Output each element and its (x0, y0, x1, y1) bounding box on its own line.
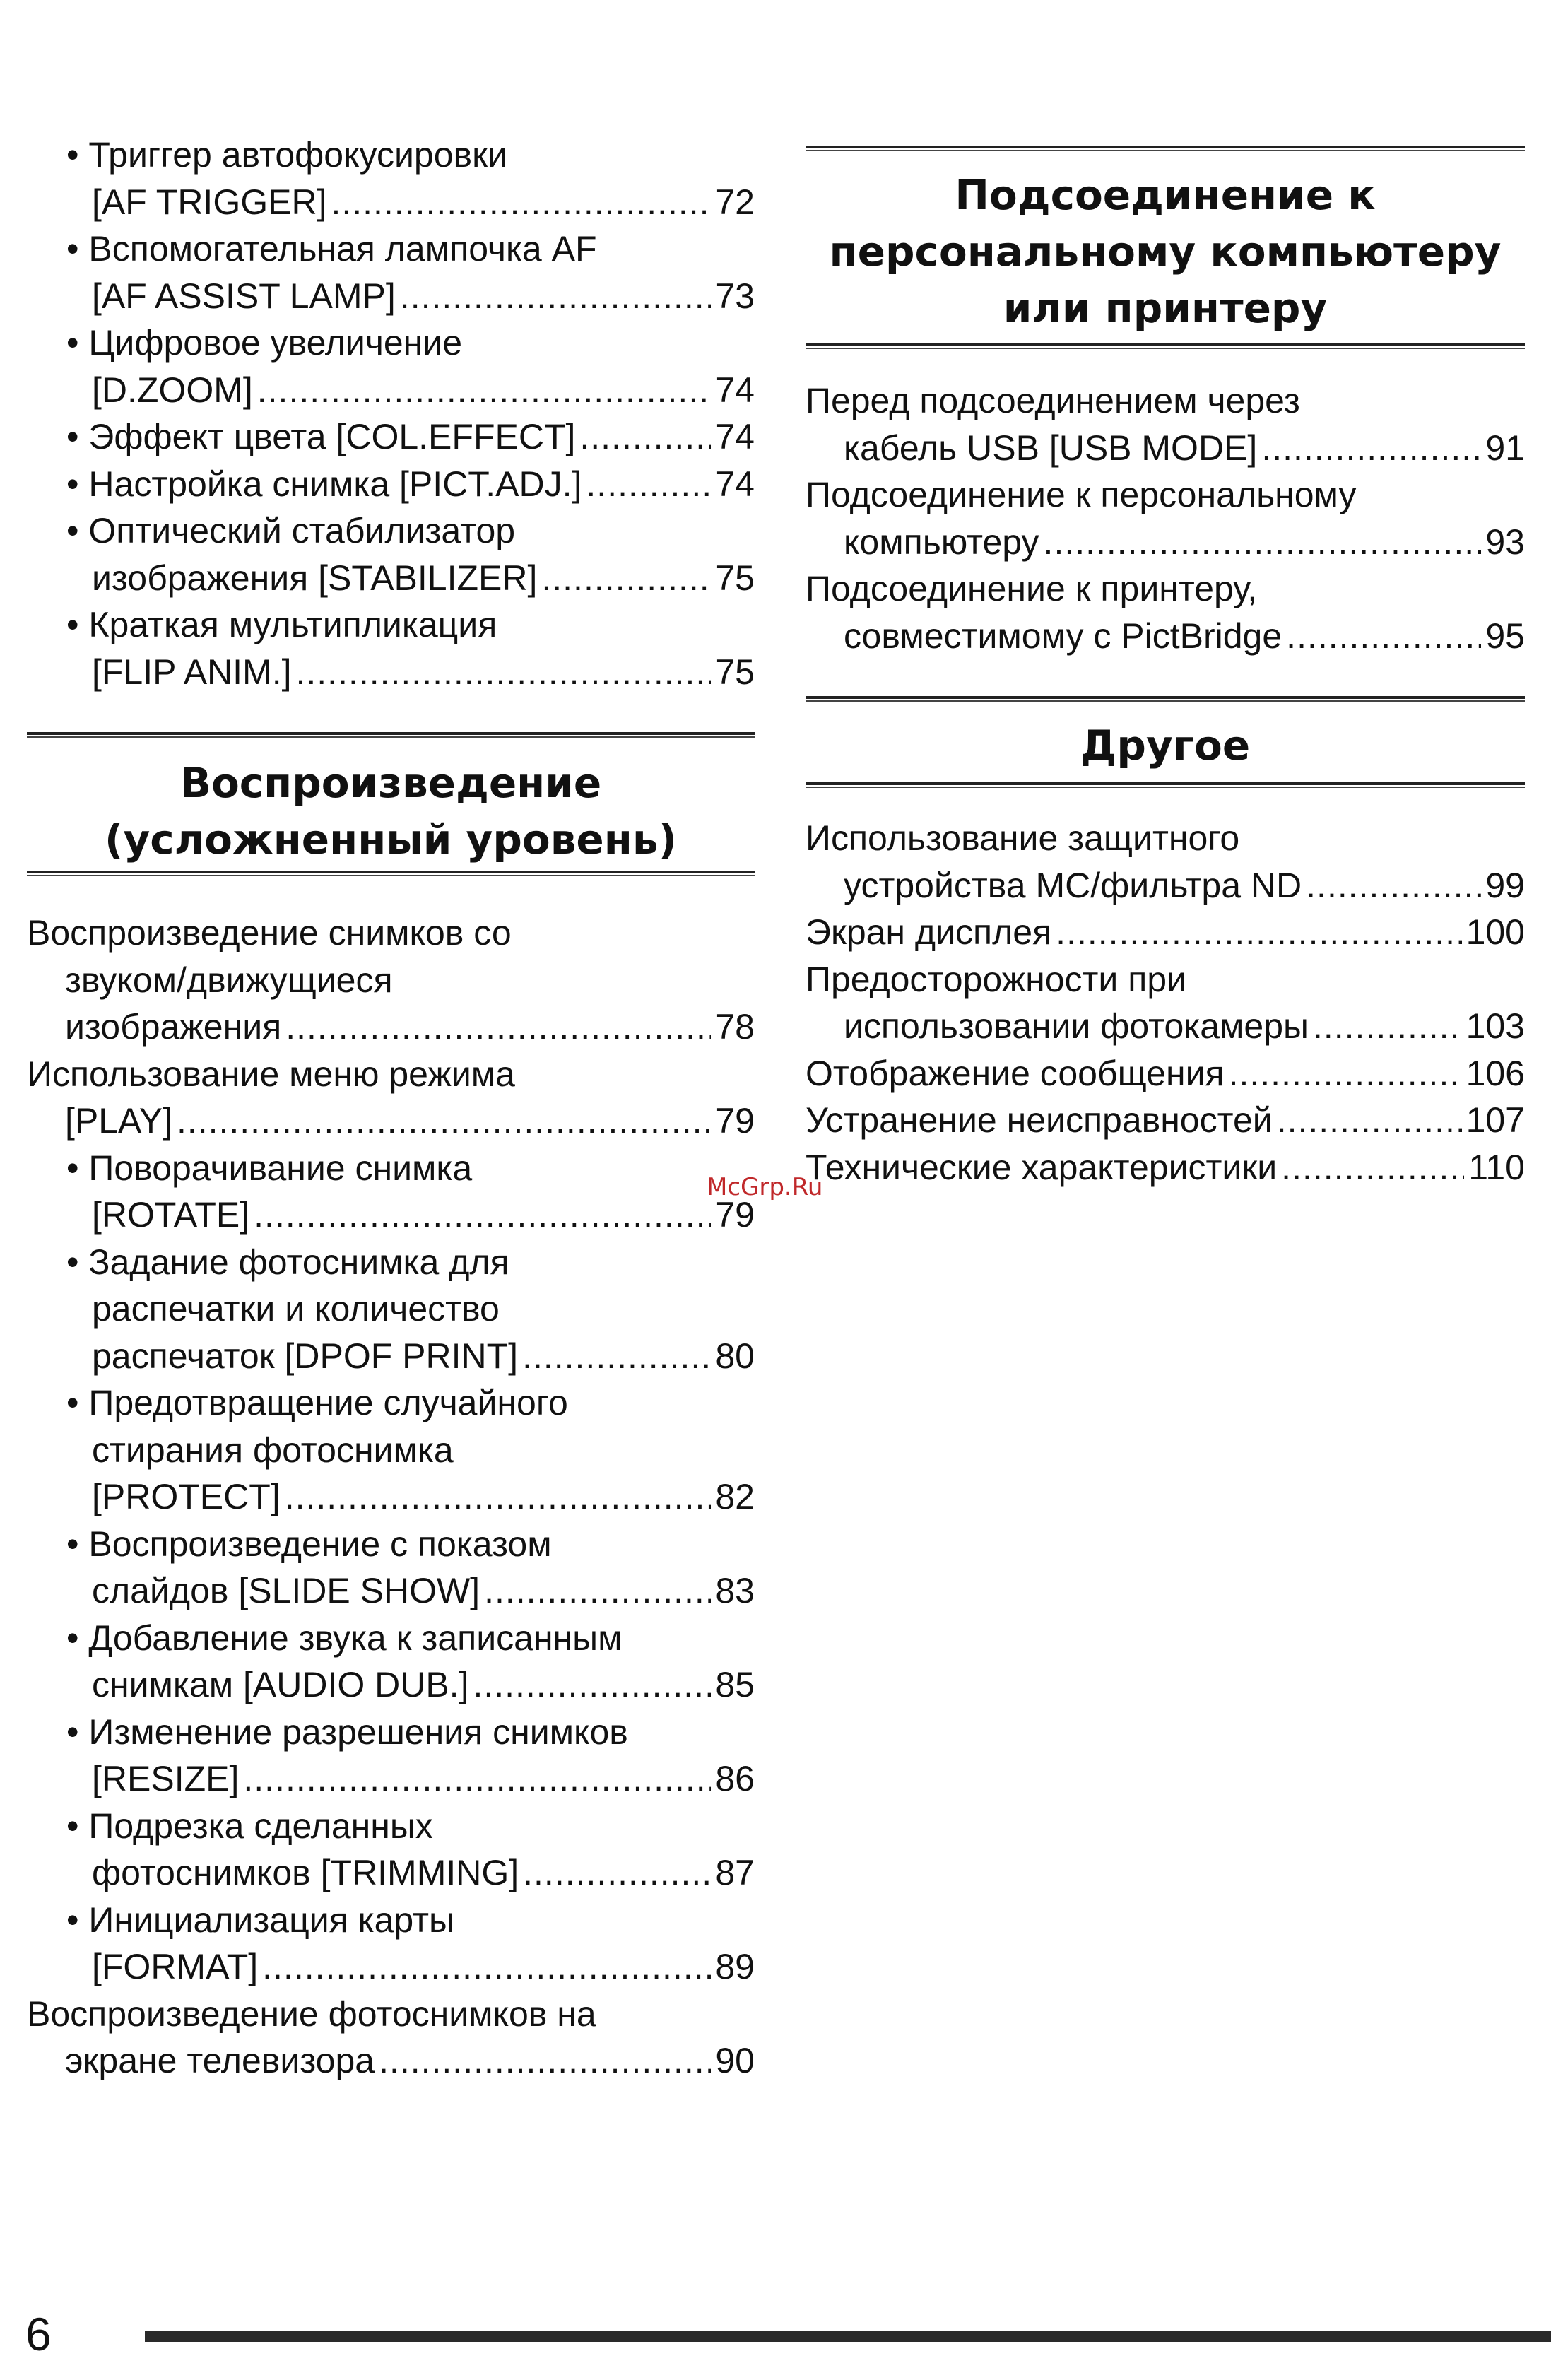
toc-entry-text: [PLAY] (65, 1101, 172, 1141)
toc-entry-page-number: 75 (715, 558, 755, 598)
toc-entry-last-line (806, 909, 1525, 956)
section-title-line: персональному компьютеру (829, 228, 1502, 276)
dot-leader (177, 1097, 711, 1145)
toc-entry-page-number: 90 (715, 2041, 755, 2080)
toc-entry-page-number: 93 (1485, 522, 1525, 562)
dot-leader (1286, 613, 1481, 660)
toc-entry-title-line: Перед подсоединением через (806, 381, 1300, 420)
section-title-other (806, 717, 1525, 774)
toc-entry-title-line: Подсоединение к персональному (806, 475, 1357, 514)
toc-entry (27, 225, 755, 319)
toc-entry-title-line: • Инициализация карты (66, 1899, 454, 1940)
toc-entry-text: экране телевизора (65, 2041, 375, 2080)
toc-entry-last-line (27, 1755, 755, 1803)
toc-entry-page-number: 85 (715, 1665, 755, 1704)
toc-entry-title-line: • Добавление звука к записанным (66, 1618, 623, 1658)
toc-entry-last-line (27, 367, 755, 414)
dot-leader (262, 1943, 711, 1991)
toc-entry-text: [RESIZE] (92, 1759, 240, 1798)
page-number: 6 (25, 2308, 52, 2360)
toc-entry (27, 131, 755, 225)
toc-entry-last-line (27, 1943, 755, 1991)
toc-entry-last-line (27, 1003, 755, 1051)
toc-entry-last-line (27, 461, 755, 508)
toc-entry-page-number: 80 (715, 1336, 755, 1376)
toc-entry-text: кабель USB [USB MODE] (844, 428, 1258, 468)
dot-leader (243, 1755, 711, 1803)
toc-entry (27, 1521, 755, 1615)
toc-entry-last-line (27, 1097, 755, 1145)
toc-entry (806, 1050, 1525, 1097)
toc-entry-page-number: 106 (1466, 1053, 1525, 1093)
watermark-text: McGrp.Ru (707, 1173, 823, 1201)
toc-entry-last-line (806, 519, 1525, 566)
dot-leader (522, 1333, 711, 1380)
toc-entry-last-line (27, 1473, 755, 1521)
toc-entry-page-number: 87 (715, 1853, 755, 1892)
toc-entry (27, 319, 755, 413)
toc-entry-title-line: • Цифровое увеличение (66, 323, 463, 363)
toc-entry-last-line (806, 1144, 1525, 1191)
toc-entry-title-line: • Подрезка сделанных (66, 1805, 433, 1846)
toc-list-other (806, 815, 1525, 1191)
toc-entry-text: • Настройка снимка [PICT.ADJ.] (66, 464, 582, 504)
toc-entry-text: • Эффект цвета [COL.EFFECT] (66, 417, 576, 456)
toc-entry-last-line (27, 1661, 755, 1709)
toc-entry-title-line: • Оптический стабилизатор (66, 511, 516, 550)
toc-entry-page-number: 72 (715, 182, 755, 222)
toc-entry (27, 1239, 755, 1380)
dot-leader (257, 367, 712, 414)
toc-entry-title-line: Использование защитного (806, 818, 1240, 858)
toc-entry-page-number: 74 (715, 417, 755, 456)
toc-entry-text: снимкам [AUDIO DUB.] (92, 1665, 469, 1704)
section-title-line: (усложненный уровень) (104, 815, 678, 864)
toc-entry-title-line: Подсоединение к принтеру, (806, 569, 1258, 608)
toc-entry-title-line: • Изменение разрешения снимков (66, 1712, 628, 1752)
toc-entry (806, 1144, 1525, 1191)
toc-entry (806, 815, 1525, 909)
dot-leader (473, 1661, 711, 1709)
toc-entry-text: устройства MC/фильтра ND (844, 865, 1302, 905)
toc-entry-text: изображения [STABILIZER] (92, 558, 538, 598)
toc-entry-text: изображения (65, 1007, 282, 1047)
toc-entry-page-number: 99 (1485, 865, 1525, 905)
section-title-playback-advanced (27, 755, 755, 868)
section-title-line: или принтеру (1003, 284, 1328, 332)
dot-leader (541, 555, 711, 602)
toc-entry-last-line (27, 1849, 755, 1897)
dot-leader (285, 1003, 711, 1051)
dot-leader (296, 649, 712, 696)
toc-entry-text: использовании фотокамеры (844, 1006, 1309, 1046)
toc-entry-text: Отображение сообщения (806, 1053, 1225, 1093)
toc-entry-last-line (806, 613, 1525, 660)
toc-entry-title-line: • Вспомогательная лампочка AF (66, 229, 597, 269)
toc-entry (806, 565, 1525, 659)
toc-entry-page-number: 86 (715, 1759, 755, 1798)
toc-entry-text: Экран дисплея (806, 912, 1052, 952)
dot-leader (1044, 519, 1482, 566)
dot-leader (285, 1473, 712, 1521)
section-title-connection (806, 167, 1525, 336)
toc-entry-page-number: 89 (715, 1947, 755, 1986)
toc-entry (27, 413, 755, 461)
dot-leader (1313, 1003, 1462, 1050)
toc-entry-last-line (27, 413, 755, 461)
toc-entry-last-line (806, 1097, 1525, 1144)
toc-entry-title-line: звуком/движущиеся (65, 960, 393, 1000)
dot-leader (379, 2037, 711, 2085)
toc-entry-page-number: 79 (715, 1101, 755, 1141)
toc-entry (27, 601, 755, 695)
toc-entry-page-number: 75 (715, 652, 755, 692)
toc-entry (27, 1991, 755, 2085)
toc-entry-title-line: • Задание фотоснимка для (66, 1242, 509, 1282)
toc-entry-page-number: 74 (715, 370, 755, 410)
section-rule-top (27, 732, 755, 738)
toc-entry-last-line (806, 862, 1525, 909)
toc-entry-text: совместимому с PictBridge (844, 615, 1282, 656)
toc-entry-page-number: 79 (715, 1195, 755, 1235)
toc-list-playback-advanced (27, 909, 755, 2085)
toc-entry (27, 1615, 755, 1709)
dot-leader (1056, 909, 1461, 956)
toc-entry-text: [AF ASSIST LAMP] (92, 276, 396, 316)
toc-entry-page-number: 95 (1485, 615, 1525, 656)
section-rule-bottom (806, 343, 1525, 349)
toc-entry (806, 377, 1525, 471)
toc-entry (27, 1145, 755, 1239)
toc-entry-page-number: 74 (715, 464, 755, 504)
toc-entry-text: [FLIP ANIM.] (92, 652, 292, 692)
section-rule-bottom (806, 782, 1525, 788)
toc-entry-page-number: 82 (715, 1477, 755, 1516)
toc-entry (806, 956, 1525, 1050)
toc-entry-title-line: распечатки и количество (92, 1289, 500, 1329)
toc-entry-title-line: стирания фотоснимка (92, 1430, 454, 1470)
dot-leader (586, 461, 711, 508)
toc-entry (27, 1803, 755, 1897)
toc-entry-last-line (27, 1567, 755, 1615)
toc-entry-text: [PROTECT] (92, 1477, 281, 1516)
dot-leader (1277, 1097, 1462, 1144)
toc-entry-title-line: Воспроизведение снимков со (27, 913, 512, 953)
section-rule-bottom (27, 871, 755, 876)
toc-entry-text: [AF TRIGGER] (92, 182, 327, 222)
toc-entry-last-line (27, 1191, 755, 1239)
toc-entry-text: Устранение неисправностей (806, 1100, 1273, 1140)
dot-leader (579, 413, 711, 461)
toc-entry (27, 909, 755, 1051)
footer-bar (145, 2331, 1551, 2342)
toc-entry (27, 1709, 755, 1803)
toc-entry (806, 1097, 1525, 1144)
toc-entry-last-line (27, 649, 755, 696)
toc-entry-text: слайдов [SLIDE SHOW] (92, 1571, 480, 1610)
toc-entry-text: Технические характеристики (806, 1147, 1278, 1187)
toc-entry-page-number: 83 (715, 1571, 755, 1610)
dot-leader (1261, 425, 1481, 472)
toc-entry (27, 1897, 755, 1991)
toc-entry-text: [FORMAT] (92, 1947, 259, 1986)
toc-entry-page-number: 103 (1466, 1006, 1525, 1046)
toc-entry-last-line (27, 1333, 755, 1380)
toc-entry-page-number: 73 (715, 276, 755, 316)
toc-entry-title-line: • Поворачивание снимка (66, 1148, 473, 1188)
toc-entry-title-line: Предосторожности при (806, 959, 1187, 999)
section-title-line: Другое (1080, 721, 1251, 770)
toc-entry-text: фотоснимков [TRIMMING] (92, 1853, 519, 1892)
toc-entry-text: компьютеру (844, 522, 1039, 562)
toc-entry-title-line: Воспроизведение фотоснимков на (27, 1993, 596, 2034)
toc-entry (806, 471, 1525, 565)
dot-leader (484, 1567, 711, 1615)
section-rule-top (806, 696, 1525, 702)
toc-entry (27, 507, 755, 601)
dot-leader (1306, 862, 1481, 909)
toc-entry-text: распечаток [DPOF PRINT] (92, 1336, 519, 1376)
toc-entry-title-line: Использование меню режима (27, 1054, 515, 1094)
dot-leader (1229, 1050, 1462, 1097)
dot-leader (523, 1849, 711, 1897)
toc-entry-last-line (27, 179, 755, 226)
toc-entry-page-number: 110 (1468, 1147, 1525, 1187)
toc-entry-title-line: • Триггер автофокусировки (66, 135, 507, 175)
toc-entry-last-line (27, 273, 755, 320)
toc-entry-page-number: 78 (715, 1007, 755, 1047)
toc-entry-page-number: 107 (1466, 1100, 1525, 1140)
toc-entry-title-line: • Предотвращение случайного (66, 1383, 568, 1422)
dot-leader (254, 1191, 711, 1239)
toc-entry-title-line: • Воспроизведение с показом (66, 1524, 552, 1564)
section-title-line: Воспроизведение (179, 759, 602, 807)
dot-leader (1281, 1144, 1464, 1191)
toc-entry-last-line (806, 1050, 1525, 1097)
toc-entry-last-line (27, 555, 755, 602)
toc-entry-title-line: • Краткая мультипликация (66, 605, 497, 644)
toc-entry-last-line (806, 425, 1525, 472)
toc-entry-page-number: 100 (1466, 912, 1525, 952)
toc-entry-last-line (27, 2037, 755, 2085)
toc-entry-text: [ROTATE] (92, 1195, 250, 1235)
toc-entry (27, 1051, 755, 1145)
toc-entry (27, 461, 755, 508)
toc-entry-last-line (806, 1003, 1525, 1050)
section-rule-top (806, 146, 1525, 151)
toc-entry (806, 909, 1525, 956)
toc-list-shooting-features (27, 131, 755, 695)
section-title-line: Подсоединение к (955, 171, 1376, 219)
toc-entry (27, 1379, 755, 1521)
toc-entry-page-number: 91 (1485, 428, 1525, 468)
toc-entry-text: [D.ZOOM] (92, 370, 253, 410)
dot-leader (400, 273, 712, 320)
toc-list-connection (806, 377, 1525, 659)
dot-leader (331, 179, 711, 226)
